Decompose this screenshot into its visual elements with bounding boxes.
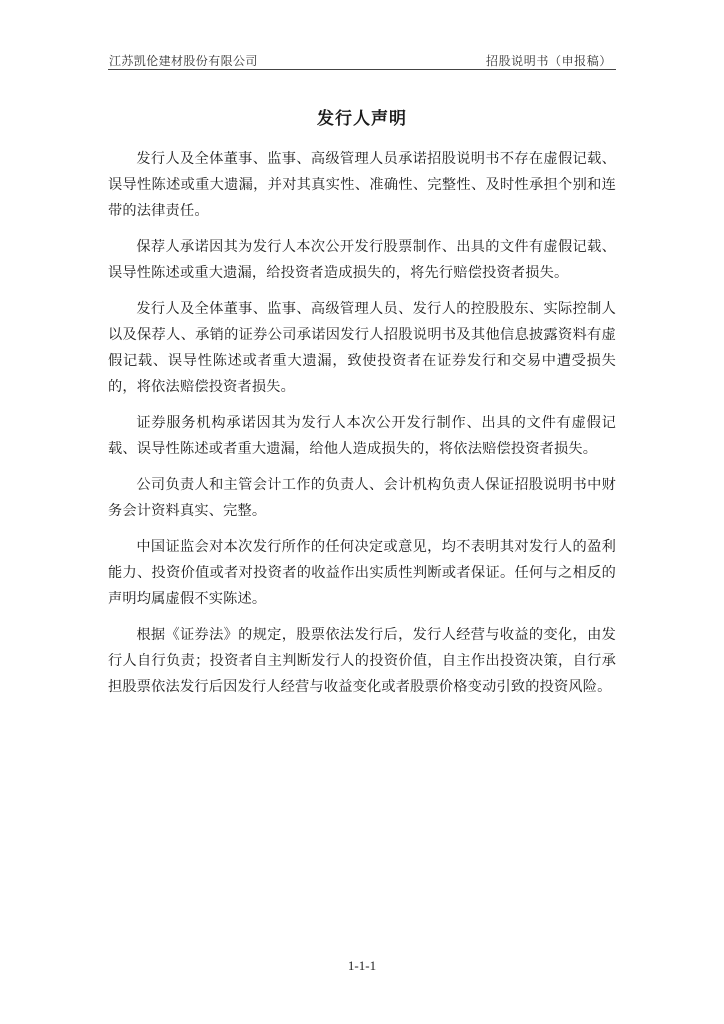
statement-paragraph-2: 保荐人承诺因其为发行人本次公开发行股票制作、出具的文件有虚假记载、误导性陈述或重大遗漏，给投资者造成损失的，将先行赔偿投资者损失。	[108, 239, 616, 281]
statement-paragraph-4: 证券服务机构承诺因其为发行人本次公开发行制作、出具的文件有虚假记载、误导性陈述或者重大遗漏，给他人造成损失的，将依法赔偿投资者损失。	[108, 415, 616, 457]
statement-paragraph-7: 根据《证券法》的规定，股票依法发行后，发行人经营与收益的变化，由发行人自行负责；投资者自主判断发行人的投资价值，自主作出投资决策，自行承担股票依法发行后因发行人经营与收益变化或者股票价格变动引致的投资风险。	[108, 627, 616, 695]
header-divider	[108, 69, 616, 70]
statement-paragraph-5: 公司负责人和主管会计工作的负责人、会计机构负责人保证招股说明书中财务会计资料真实、完整。	[108, 477, 616, 519]
page-header	[108, 50, 616, 70]
header-document-type: 招股说明书（申报稿）	[485, 54, 612, 68]
page-number: 1-1-1	[347, 958, 377, 973]
statement-body	[108, 146, 616, 710]
page-title: 发行人声明	[317, 109, 407, 129]
statement-paragraph-1: 发行人及全体董事、监事、高级管理人员承诺招股说明书不存在虚假记载、误导性陈述或重大遗漏，并对其真实性、准确性、完整性、及时性承担个别和连带的法律责任。	[108, 151, 616, 219]
header-company-name: 江苏凯伦建材股份有限公司	[109, 54, 258, 68]
statement-paragraph-3: 发行人及全体董事、监事、高级管理人员、发行人的控股股东、实际控制人以及保荐人、承销的证券公司承诺因发行人招股说明书及其他信息披露资料有虚假记载、误导性陈述或者重大遗漏，致使投资者在证券发行和交易中遭受损失的，将依法赔偿投资者损失。	[108, 301, 616, 395]
statement-paragraph-6: 中国证监会对本次发行所作的任何决定或意见，均不表明其对发行人的盈利能力、投资价值或者对投资者的收益作出实质性判断或者保证。任何与之相反的声明均属虚假不实陈述。	[108, 539, 616, 607]
